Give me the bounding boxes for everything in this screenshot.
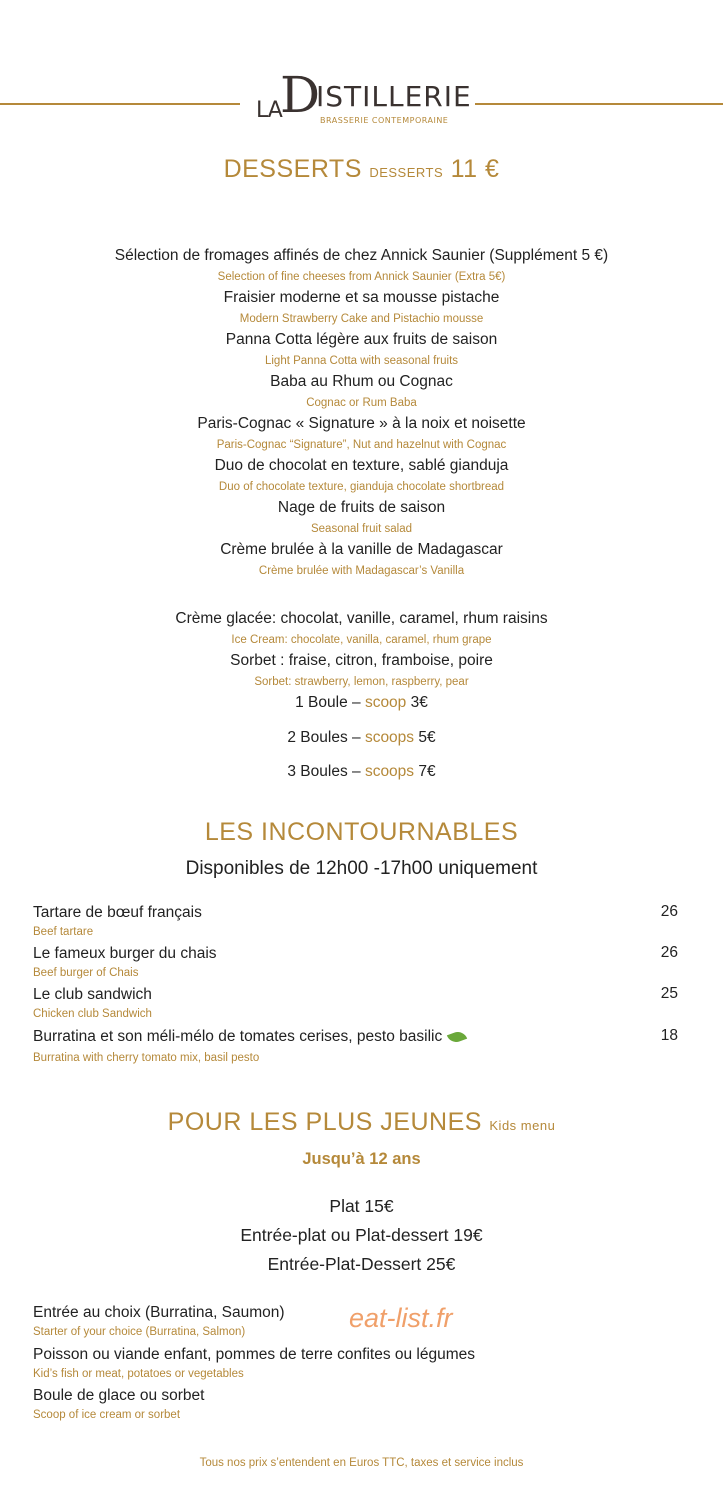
dessert-fr: Duo de chocolat en texture, sablé gianduja: [214, 457, 509, 474]
formula-item: Plat 15€: [329, 1196, 394, 1216]
desserts-heading: [0, 155, 723, 184]
list-item: [0, 651, 723, 693]
logo-subtitle: BRASSERIE CONTEMPORAINE: [320, 116, 449, 125]
formula-item: Entrée-Plat-Dessert 25€: [267, 1254, 456, 1274]
dessert-fr: Nage de fruits de saison: [277, 499, 446, 516]
footer-note: Tous nos prix s’entendent en Euros TTC, taxes et service inclus: [199, 1457, 524, 1469]
header-logo-band: [0, 66, 723, 136]
ice-cream-list: [0, 609, 723, 693]
dessert-en: Seasonal fruit salad: [310, 523, 412, 535]
list-item: Entrée au choix (Burratina, Saumon) Starter of your choice (Burratina, Salmon): [33, 1304, 285, 1338]
kids-title-small: Kids menu: [489, 1118, 556, 1133]
desserts-list: [0, 246, 723, 582]
dessert-en: Modern Strawberry Cake and Pistachio mousse: [239, 313, 484, 325]
ice-en: Sorbet: strawberry, lemon, raspberry, pear: [254, 676, 469, 688]
ice-fr: Sorbet : fraise, citron, framboise, poire: [230, 652, 493, 669]
watermark: eat-list.fr: [349, 1303, 453, 1333]
leaf-icon: [447, 1029, 467, 1045]
kids-heading: [0, 1108, 723, 1137]
kids-title: POUR LES PLUS JEUNES: [167, 1108, 482, 1136]
list-item: [0, 498, 723, 540]
header-rule-right: [475, 103, 723, 105]
la-distillerie-logo: [254, 66, 472, 136]
dessert-en: Light Panna Cotta with seasonal fruits: [264, 355, 459, 367]
table-row: Tartare de bœuf français Beef tartare 26: [33, 903, 678, 938]
list-item: [0, 609, 723, 651]
desserts-title-small: DESSERTS: [369, 165, 444, 180]
logo-la: LA: [256, 98, 282, 123]
dessert-fr: Baba au Rhum ou Cognac: [270, 373, 453, 390]
incontournables-subtitle: Disponibles de 12h00 -17h00 uniquement: [185, 858, 538, 879]
kids-formulas: [0, 1192, 723, 1279]
dessert-fr: Fraisier moderne et sa mousse pistache: [223, 289, 500, 306]
table-row: Le club sandwich Chicken club Sandwich 25: [33, 985, 678, 1020]
kids-age: Jusqu’à 12 ans: [302, 1150, 421, 1168]
list-item: [0, 330, 723, 372]
ice-fr: Crème glacée: chocolat, vanille, caramel, rhum raisins: [175, 610, 548, 627]
scoop-3: 3 Boules – scoops 7€: [287, 763, 436, 780]
list-item: [0, 288, 723, 330]
logo-istillerie: ISTILLERIE: [316, 80, 472, 113]
dessert-en: Selection of fine cheeses from Annick Saunier (Extra 5€): [217, 271, 506, 283]
formula-item: Entrée-plat ou Plat-dessert 19€: [240, 1225, 483, 1245]
dessert-en: Cognac or Rum Baba: [306, 397, 417, 409]
list-item: [0, 246, 723, 288]
ice-en: Ice Cream: chocolate, vanilla, caramel, rhum grape: [231, 634, 492, 646]
list-item: [0, 414, 723, 456]
dessert-fr: Panna Cotta légère aux fruits de saison: [225, 331, 498, 348]
list-item: [0, 540, 723, 582]
list-item: [0, 372, 723, 414]
table-row: Le fameux burger du chais Beef burger of Chais 26: [33, 944, 678, 979]
dessert-fr: Crème brulée à la vanille de Madagascar: [220, 541, 503, 558]
list-item: Poisson ou viande enfant, pommes de terre confites ou légumes Kid’s fish or meat, potatoes or vegetables: [33, 1346, 476, 1380]
incontournables-heading: LES INCONTOURNABLES: [204, 818, 519, 846]
dessert-en: Duo of chocolate texture, gianduja chocolate shortbread: [218, 481, 505, 493]
scoop-1: 1 Boule – scoop 3€: [295, 694, 428, 711]
dessert-en: Paris-Cognac “Signature”, Nut and hazelnut with Cognac: [216, 439, 507, 451]
scoop-2: 2 Boules – scoops 5€: [287, 729, 436, 746]
dessert-fr: Paris-Cognac « Signature » à la noix et noisette: [197, 415, 526, 432]
logo-d: D: [280, 66, 321, 124]
desserts-price: 11 €: [450, 155, 500, 183]
list-item: Boule de glace ou sorbet Scoop of ice cream or sorbet: [33, 1387, 205, 1421]
desserts-title: DESSERTS: [223, 155, 362, 183]
dessert-fr: Sélection de fromages affinés de chez Annick Saunier (Supplément 5 €): [114, 247, 609, 264]
header-rule-left: [0, 103, 240, 105]
list-item: [0, 456, 723, 498]
table-row: Burratina et son méli-mélo de tomates cerises, pesto basilic Burratina with cherry tomato mix, basil pesto 18: [33, 1027, 678, 1064]
dessert-en: Crème brulée with Madagascar’s Vanilla: [258, 565, 465, 577]
